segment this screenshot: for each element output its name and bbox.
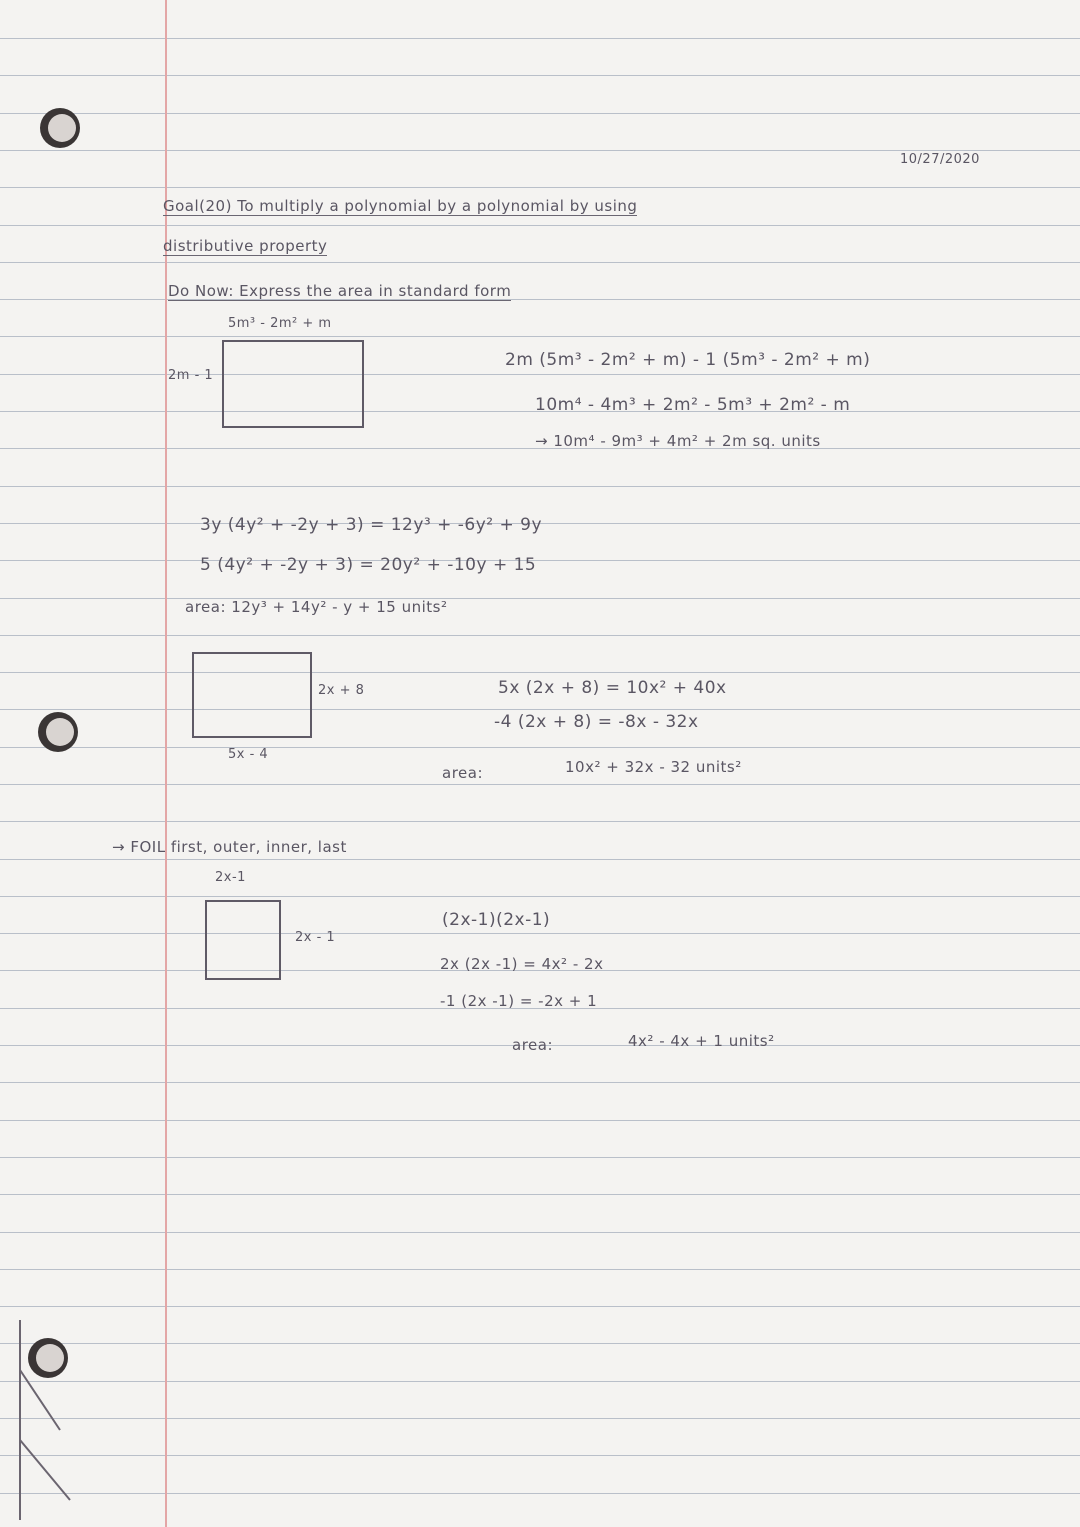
ruled-line <box>0 560 1080 561</box>
ruled-line <box>0 262 1080 263</box>
foil-line3: -1 (2x -1) = -2x + 1 <box>440 992 598 1010</box>
foil-line1: (2x-1)(2x-1) <box>442 910 551 930</box>
ruled-line <box>0 784 1080 785</box>
ruled-line <box>0 75 1080 76</box>
ruled-line <box>0 933 1080 934</box>
problem2-line1: 3y (4y² + -2y + 3) = 12y³ + -6y² + 9y <box>200 515 543 535</box>
foil-line2: 2x (2x -1) = 4x² - 2x <box>440 955 604 973</box>
ruled-line <box>0 187 1080 188</box>
problem1-side-label: 2m - 1 <box>168 368 214 383</box>
foil-area-label: area: <box>512 1036 554 1054</box>
binder-hole-middle <box>38 712 78 752</box>
problem2-line2: 5 (4y² + -2y + 3) = 20y² + -10y + 15 <box>200 555 537 575</box>
ruled-line <box>0 859 1080 860</box>
problem1-top-label: 5m³ - 2m² + m <box>228 316 332 331</box>
problem3-rectangle <box>192 652 312 738</box>
ruled-line <box>0 709 1080 710</box>
ruled-line <box>0 1493 1080 1494</box>
do-now: Do Now: Express the area in standard form <box>168 282 512 300</box>
margin-line <box>165 0 167 1527</box>
ruled-line <box>0 747 1080 748</box>
ruled-line <box>0 672 1080 673</box>
ruled-line <box>0 896 1080 897</box>
ruled-line <box>0 336 1080 337</box>
ruled-line <box>0 1306 1080 1307</box>
ruled-line <box>0 113 1080 114</box>
ruled-line <box>0 1269 1080 1270</box>
problem1-step3: → 10m⁴ - 9m³ + 4m² + 2m sq. units <box>535 432 821 450</box>
problem3-side-label: 2x + 8 <box>318 683 365 698</box>
ruled-line <box>0 1120 1080 1121</box>
problem1-step1: 2m (5m³ - 2m² + m) - 1 (5m³ - 2m² + m) <box>505 350 871 370</box>
ruled-line <box>0 1381 1080 1382</box>
goal-line-1: Goal(20) To multiply a polynomial by a polynomial by using <box>163 197 638 215</box>
binder-hole-top <box>40 108 80 148</box>
ruled-line <box>0 1194 1080 1195</box>
ruled-line <box>0 635 1080 636</box>
problem2-area: area: 12y³ + 14y² - y + 15 units² <box>185 598 448 616</box>
ruled-line <box>0 374 1080 375</box>
problem3-line2: -4 (2x + 8) = -8x - 32x <box>494 712 699 732</box>
problem3-area-label: area: <box>442 764 484 782</box>
problem1-step2: 10m⁴ - 4m³ + 2m² - 5m³ + 2m² - m <box>535 395 851 415</box>
ruled-line <box>0 486 1080 487</box>
ruled-line <box>0 1455 1080 1456</box>
ruled-line <box>0 1343 1080 1344</box>
ruled-line <box>0 1082 1080 1083</box>
foil-square <box>205 900 281 980</box>
foil-side-label: 2x - 1 <box>295 930 336 945</box>
ruled-line <box>0 821 1080 822</box>
goal-line-2: distributive property <box>163 237 328 255</box>
foil-area: 4x² - 4x + 1 units² <box>628 1032 775 1050</box>
ruled-line <box>0 1232 1080 1233</box>
problem1-rectangle <box>222 340 364 428</box>
ruled-line <box>0 38 1080 39</box>
ruled-line <box>0 150 1080 151</box>
corner-tear-lines <box>0 1290 140 1520</box>
problem3-line1: 5x (2x + 8) = 10x² + 40x <box>498 678 727 698</box>
ruled-line <box>0 1157 1080 1158</box>
problem3-area: 10x² + 32x - 32 units² <box>565 758 742 776</box>
foil-top-label: 2x-1 <box>215 870 246 885</box>
date: 10/27/2020 <box>900 152 980 167</box>
foil-heading: → FOIL first, outer, inner, last <box>112 838 347 856</box>
ruled-line <box>0 299 1080 300</box>
ruled-line <box>0 598 1080 599</box>
problem3-bottom-label: 5x - 4 <box>228 747 269 762</box>
ruled-line <box>0 225 1080 226</box>
ruled-line <box>0 1418 1080 1419</box>
